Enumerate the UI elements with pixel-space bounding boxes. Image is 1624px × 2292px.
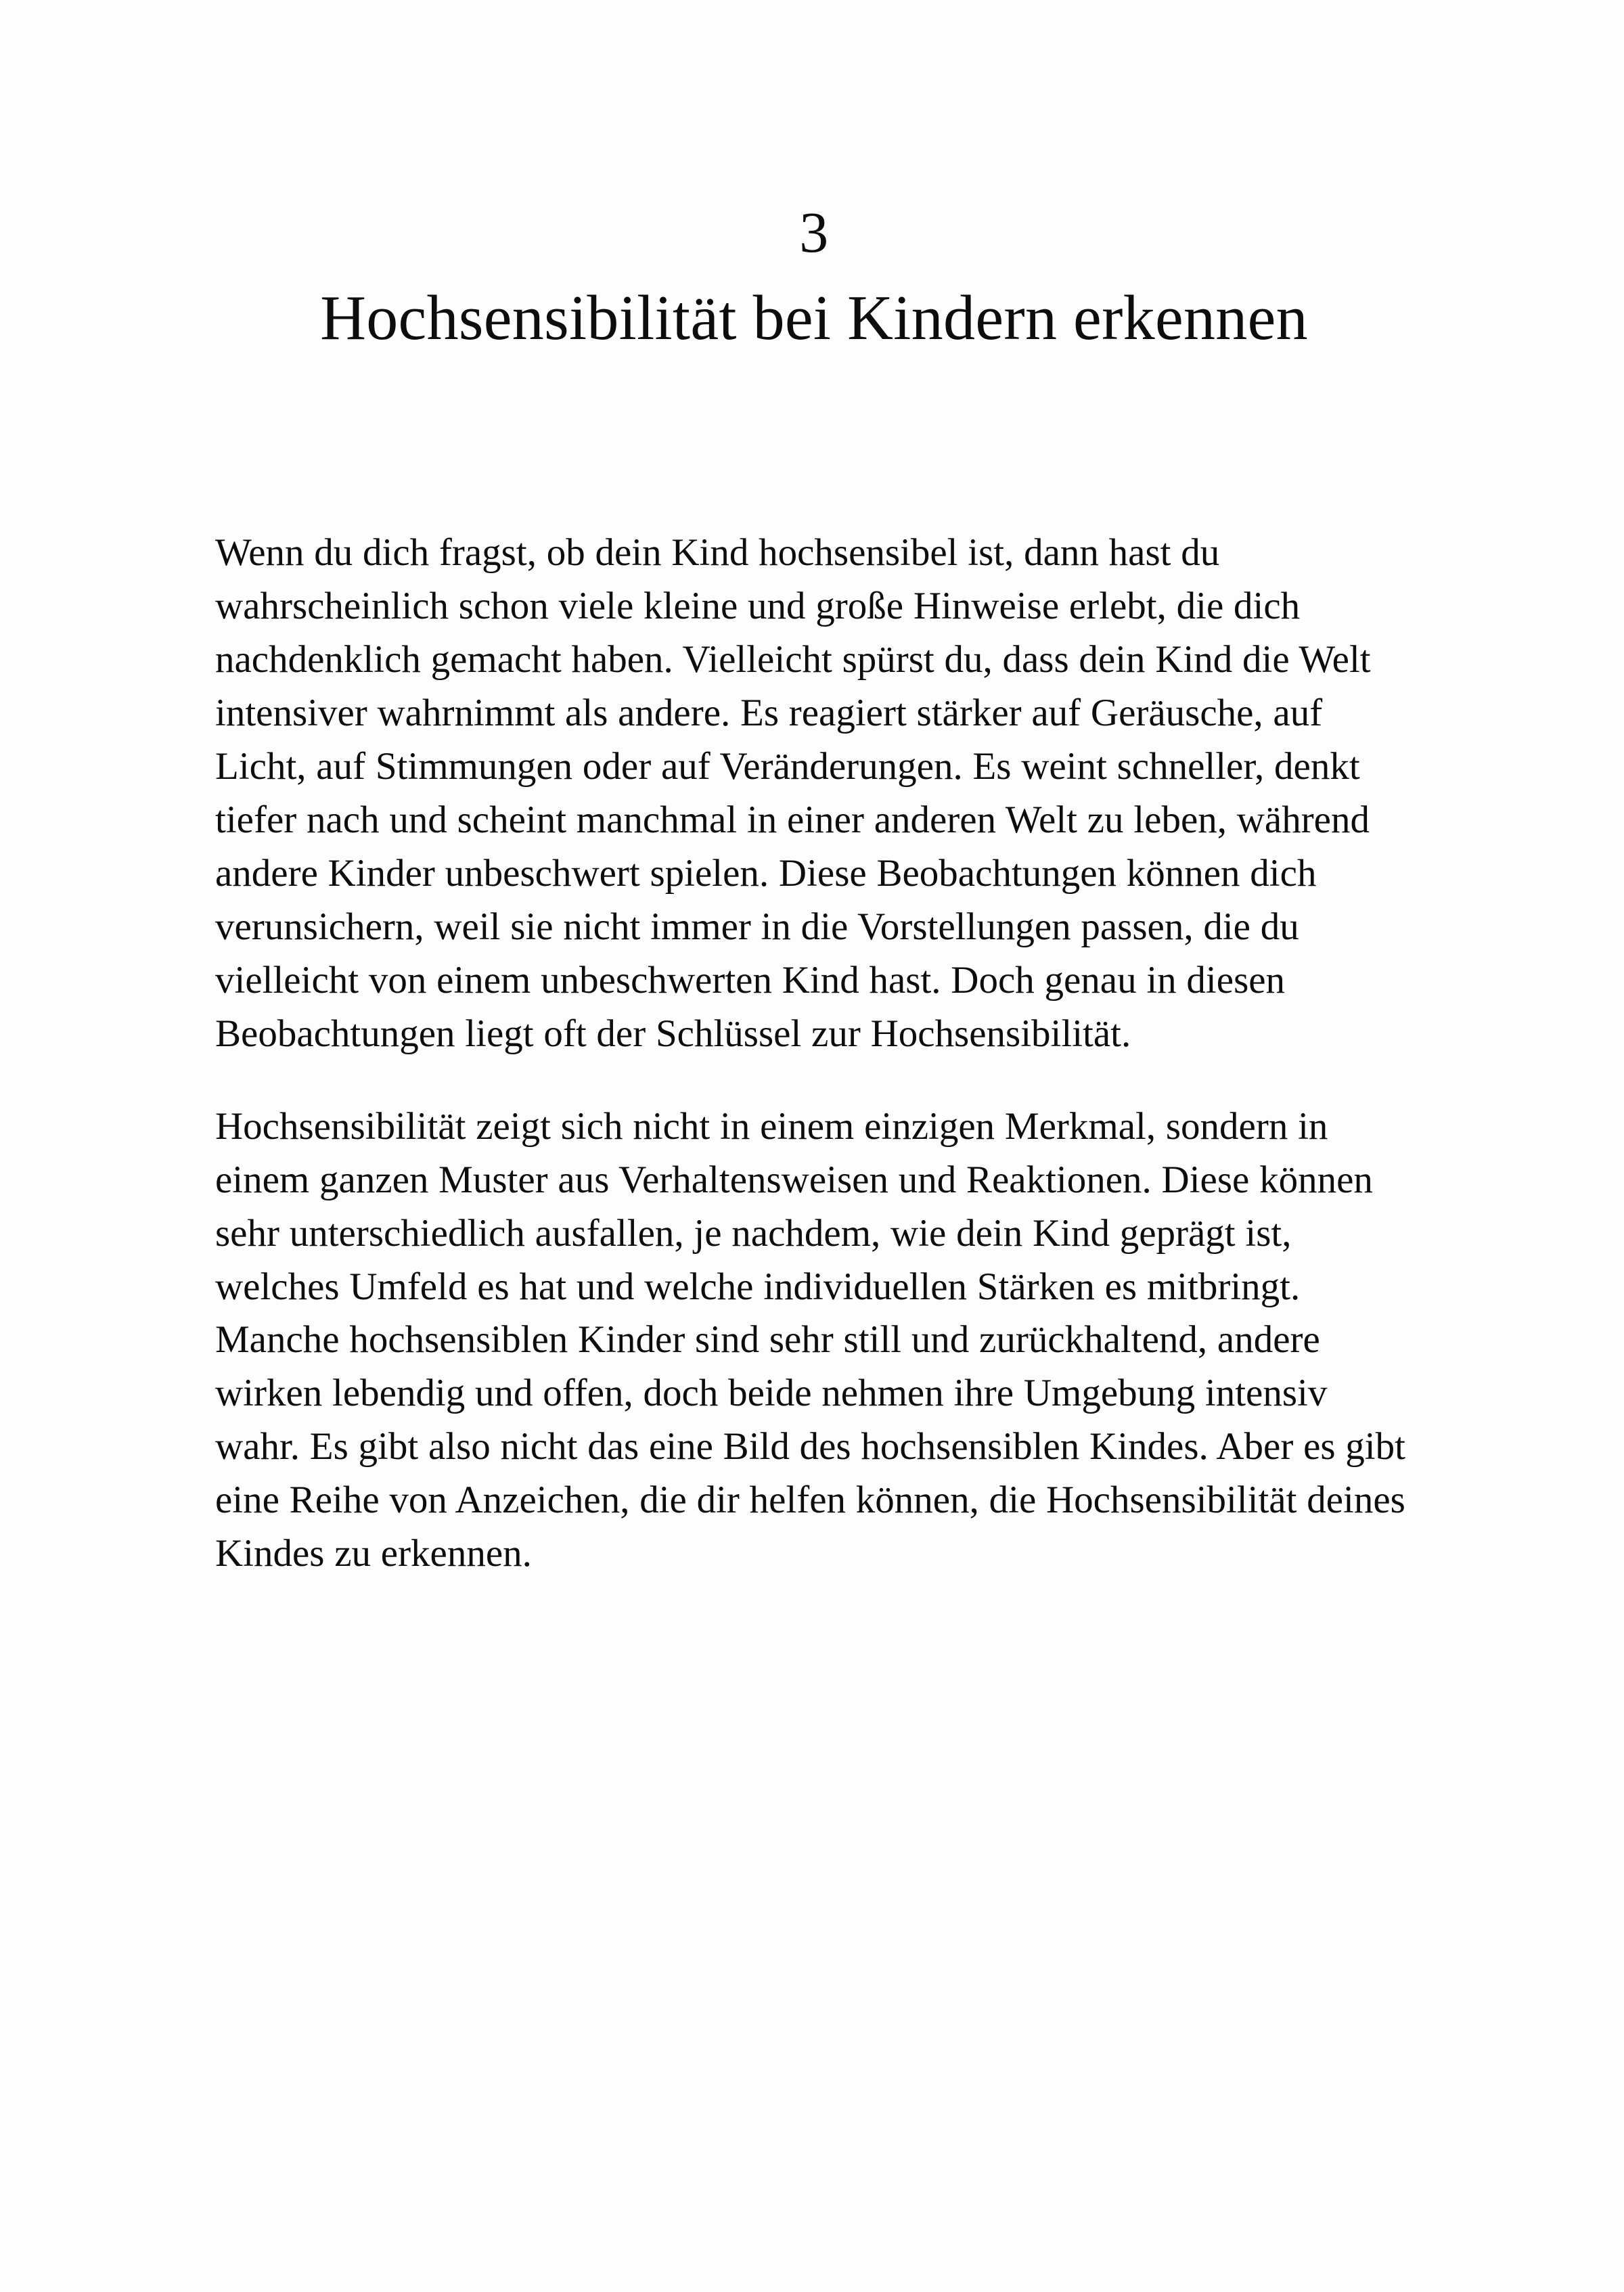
chapter-title: Hochsensibilität bei Kindern erkennen (320, 283, 1308, 353)
page-content (215, 200, 1413, 1581)
chapter-number: 3 (799, 200, 829, 265)
paragraph: Wenn du dich fragst, ob dein Kind hochsensibel ist, dann hast du wahrscheinlich schon viele kleine und große Hinweise erlebt, die dich nachdenklich gemacht haben. Vielleicht spürst du, dass dein Kind die Welt intensiver wahrnimmt als andere. Es reagiert stärker auf Geräusche, auf Licht, auf Stimmungen oder auf Veränderungen. Es weint schneller, denkt tiefer nach und scheint manchmal in einer anderen Welt zu leben, während andere Kinder unbeschwert spielen. Diese Beobachtungen können dich verunsichern, weil sie nicht immer in die Vorstellungen passen, die du vielleicht von einem unbeschwerten Kind hast. Doch genau in diesen Beobachtungen liegt oft der Schlüssel zur Hochsensibilität. (215, 531, 1371, 1055)
paragraph: Hochsensibilität zeigt sich nicht in einem einzigen Merkmal, sondern in einem ganzen Muster aus Verhaltensweisen und Reaktionen. Diese können sehr unterschiedlich ausfallen, je nachdem, wie dein Kind geprägt ist, welches Umfeld es hat und welche individuellen Stärken es mitbringt. Manche hochsensiblen Kinder sind sehr still und zurückhaltend, andere wirken lebendig und offen, doch beide nehmen ihre Umgebung intensiv wahr. Es gibt also nicht das eine Bild des hochsensiblen Kindes. Aber es gibt eine Reihe von Anzeichen, die dir helfen können, die Hochsensibilität deines Kindes zu erkennen. (215, 1104, 1405, 1575)
body-text (215, 526, 1413, 1581)
